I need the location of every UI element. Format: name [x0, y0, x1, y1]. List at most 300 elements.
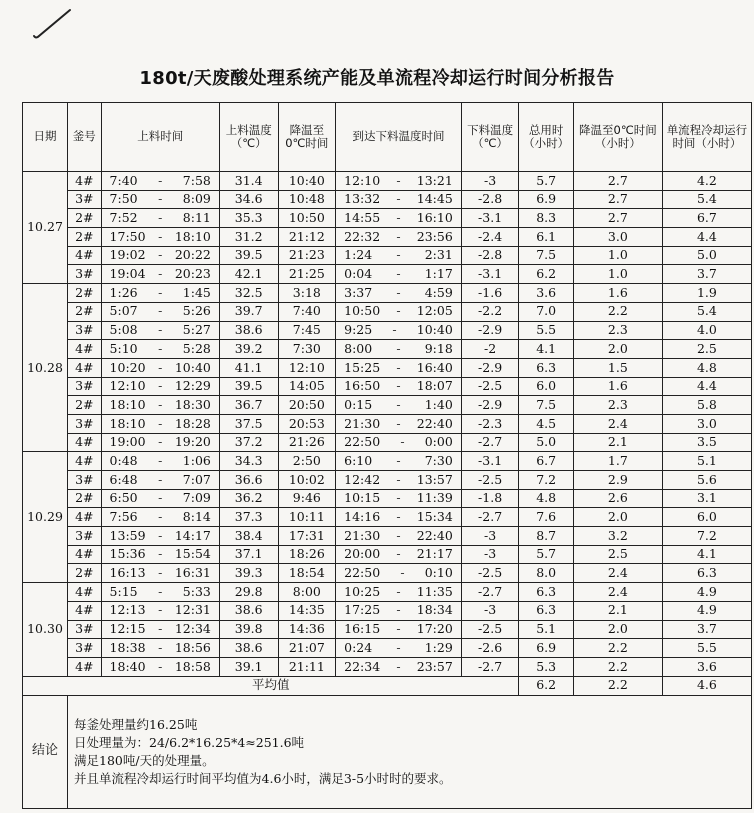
load-time-cell — [101, 471, 219, 490]
range-end: 15:34 — [416, 509, 453, 525]
col-date: 日期 — [23, 103, 68, 172]
total-hours-cell: 3.6 — [519, 284, 573, 303]
cool-zero-time-cell: 21:12 — [278, 228, 336, 247]
range-start: 0:48 — [109, 452, 138, 468]
range-start: 19:00 — [109, 434, 146, 450]
unload-temp-cell: -2.8 — [461, 246, 519, 265]
unload-temp-cell: -1.8 — [461, 489, 519, 508]
range-end: 23:56 — [416, 228, 453, 244]
cool-zero-hours-cell: 3.2 — [573, 527, 662, 546]
range-dash: - — [158, 266, 163, 282]
range-dash: - — [392, 322, 397, 338]
range-start: 7:52 — [109, 210, 138, 226]
cool-zero-time-cell: 14:35 — [278, 601, 336, 620]
range-dash: - — [396, 210, 401, 226]
table-row — [23, 601, 752, 620]
kettle-cell: 4# — [68, 246, 102, 265]
cool-zero-time-cell: 7:30 — [278, 340, 336, 359]
table-row — [23, 527, 752, 546]
average-cool-hours: 2.2 — [573, 676, 662, 695]
range-dash: - — [396, 490, 401, 506]
total-hours-cell: 7.5 — [519, 246, 573, 265]
range-end: 16:31 — [174, 565, 211, 581]
range-start: 10:25 — [344, 583, 381, 599]
range-end: 8:09 — [182, 191, 211, 207]
unload-temp-cell: -2.5 — [461, 564, 519, 583]
range-end: 13:21 — [416, 172, 453, 188]
range-start: 15:25 — [344, 359, 381, 375]
total-hours-cell: 6.1 — [519, 228, 573, 247]
range-dash: - — [158, 359, 163, 375]
range-start: 12:42 — [344, 471, 381, 487]
range-end: 10:40 — [174, 359, 211, 375]
load-temp-cell: 39.1 — [219, 657, 278, 676]
cool-zero-hours-cell: 2.1 — [573, 433, 662, 452]
range-start: 5:08 — [109, 322, 138, 338]
range-dash: - — [158, 284, 163, 300]
range-start: 6:50 — [109, 490, 138, 506]
range-start: 9:25 — [344, 322, 373, 338]
table-row — [23, 414, 752, 433]
total-hours-cell: 5.5 — [519, 321, 573, 340]
single-cool-hours-cell: 3.1 — [662, 489, 751, 508]
load-temp-cell: 36.7 — [219, 396, 278, 415]
table-row — [23, 302, 752, 321]
kettle-cell: 4# — [68, 358, 102, 377]
range-start: 0:15 — [344, 396, 373, 412]
kettle-cell: 2# — [68, 209, 102, 228]
total-hours-cell: 8.0 — [519, 564, 573, 583]
range-end: 1:40 — [424, 396, 453, 412]
unload-temp-cell: -2.7 — [461, 433, 519, 452]
load-temp-cell: 31.2 — [219, 228, 278, 247]
unload-temp-cell: -2.9 — [461, 396, 519, 415]
col-unload-temp: 下料温度（℃） — [461, 103, 519, 172]
single-cool-hours-cell: 5.1 — [662, 452, 751, 471]
range-end: 1:06 — [182, 452, 211, 468]
load-time-cell — [101, 228, 219, 247]
table-body — [23, 172, 752, 677]
range-dash: - — [158, 621, 163, 637]
cool-zero-hours-cell: 1.6 — [573, 377, 662, 396]
reach-temp-time-cell — [336, 564, 462, 583]
unload-temp-cell: -2 — [461, 340, 519, 359]
range-end: 15:54 — [174, 546, 211, 562]
range-dash: - — [396, 303, 401, 319]
range-start: 22:32 — [344, 228, 381, 244]
load-temp-cell: 37.1 — [219, 545, 278, 564]
range-end: 12:31 — [174, 602, 211, 618]
load-time-cell — [101, 396, 219, 415]
kettle-cell: 3# — [68, 414, 102, 433]
total-hours-cell: 7.0 — [519, 302, 573, 321]
range-end: 1:45 — [182, 284, 211, 300]
kettle-cell: 2# — [68, 302, 102, 321]
range-end: 20:22 — [174, 247, 211, 263]
reach-temp-time-cell — [336, 265, 462, 284]
total-hours-cell: 6.9 — [519, 639, 573, 658]
cool-zero-hours-cell: 2.4 — [573, 564, 662, 583]
range-end: 22:40 — [416, 415, 453, 431]
table-row — [23, 508, 752, 527]
single-cool-hours-cell: 3.5 — [662, 433, 751, 452]
cool-zero-hours-cell: 2.4 — [573, 414, 662, 433]
table-row — [23, 377, 752, 396]
range-end: 8:14 — [182, 509, 211, 525]
cool-zero-hours-cell: 2.9 — [573, 471, 662, 490]
unload-temp-cell: -2.7 — [461, 508, 519, 527]
cool-zero-hours-cell: 2.7 — [573, 172, 662, 191]
col-unload-temp-time: 到达下料温度时间 — [336, 103, 462, 172]
reach-temp-time-cell — [336, 284, 462, 303]
total-hours-cell: 7.6 — [519, 508, 573, 527]
range-dash: - — [158, 210, 163, 226]
range-end: 11:39 — [416, 490, 453, 506]
cool-zero-time-cell: 21:11 — [278, 657, 336, 676]
range-dash: - — [158, 658, 163, 674]
load-temp-cell: 39.7 — [219, 302, 278, 321]
load-time-cell — [101, 265, 219, 284]
total-hours-cell: 6.0 — [519, 377, 573, 396]
reach-temp-time-cell — [336, 433, 462, 452]
load-temp-cell: 41.1 — [219, 358, 278, 377]
table-row — [23, 433, 752, 452]
single-cool-hours-cell: 4.4 — [662, 228, 751, 247]
range-start: 13:59 — [109, 527, 146, 543]
table-row — [23, 209, 752, 228]
single-cool-hours-cell: 3.0 — [662, 414, 751, 433]
range-dash: - — [396, 247, 401, 263]
single-cool-hours-cell: 4.1 — [662, 545, 751, 564]
range-start: 7:56 — [109, 509, 138, 525]
range-start: 6:48 — [109, 471, 138, 487]
kettle-cell: 4# — [68, 657, 102, 676]
load-time-cell — [101, 321, 219, 340]
reach-temp-time-cell — [336, 377, 462, 396]
cool-zero-hours-cell: 1.0 — [573, 265, 662, 284]
reach-temp-time-cell — [336, 302, 462, 321]
table-row — [23, 471, 752, 490]
col-single-cool-hours: 单流程冷却运行时间（小时） — [662, 103, 751, 172]
load-temp-cell: 29.8 — [219, 583, 278, 602]
reach-temp-time-cell — [336, 601, 462, 620]
date-cell: 10.28 — [23, 284, 68, 452]
cool-zero-hours-cell: 1.6 — [573, 284, 662, 303]
range-end: 18:30 — [174, 396, 211, 412]
kettle-cell: 4# — [68, 583, 102, 602]
range-dash: - — [396, 452, 401, 468]
range-dash: - — [158, 452, 163, 468]
range-dash: - — [158, 527, 163, 543]
range-end: 18:07 — [416, 378, 453, 394]
range-end: 17:20 — [416, 621, 453, 637]
table-row — [23, 172, 752, 191]
load-temp-cell: 38.6 — [219, 601, 278, 620]
load-time-cell — [101, 601, 219, 620]
range-dash: - — [400, 434, 405, 450]
load-temp-cell: 39.5 — [219, 377, 278, 396]
load-time-cell — [101, 190, 219, 209]
range-dash: - — [158, 303, 163, 319]
total-hours-cell: 5.7 — [519, 172, 573, 191]
cool-zero-hours-cell: 2.6 — [573, 489, 662, 508]
range-start: 12:10 — [344, 172, 381, 188]
col-load-temp: 上料温度（℃） — [219, 103, 278, 172]
range-dash: - — [158, 396, 163, 412]
range-start: 21:30 — [344, 527, 381, 543]
range-start: 7:50 — [109, 191, 138, 207]
reach-temp-time-cell — [336, 620, 462, 639]
range-end: 7:09 — [182, 490, 211, 506]
range-dash: - — [396, 340, 401, 356]
range-dash: - — [158, 602, 163, 618]
col-load-time: 上料时间 — [101, 103, 219, 172]
col-cool-to-zero: 降温至0℃时间 — [278, 103, 336, 172]
range-end: 21:17 — [416, 546, 453, 562]
cool-zero-time-cell: 10:50 — [278, 209, 336, 228]
cool-zero-time-cell: 10:02 — [278, 471, 336, 490]
date-cell: 10.27 — [23, 172, 68, 284]
cool-zero-time-cell: 10:48 — [278, 190, 336, 209]
cool-zero-time-cell: 7:40 — [278, 302, 336, 321]
cool-zero-hours-cell: 2.4 — [573, 583, 662, 602]
unload-temp-cell: -3.1 — [461, 452, 519, 471]
range-start: 16:13 — [109, 565, 146, 581]
total-hours-cell: 6.9 — [519, 190, 573, 209]
reach-temp-time-cell — [336, 190, 462, 209]
header-row — [23, 103, 752, 172]
total-hours-cell: 6.2 — [519, 265, 573, 284]
range-dash: - — [396, 583, 401, 599]
range-dash: - — [158, 322, 163, 338]
kettle-cell: 2# — [68, 228, 102, 247]
cool-zero-hours-cell: 2.5 — [573, 545, 662, 564]
cool-zero-time-cell: 14:05 — [278, 377, 336, 396]
range-dash: - — [396, 621, 401, 637]
cool-zero-time-cell: 14:36 — [278, 620, 336, 639]
range-dash: - — [158, 247, 163, 263]
single-cool-hours-cell: 3.7 — [662, 620, 751, 639]
range-end: 20:23 — [174, 266, 211, 282]
range-end: 19:20 — [174, 434, 211, 450]
conclusion-line: 满足180吨/天的处理量。 — [74, 752, 215, 768]
average-label: 平均值 — [23, 676, 519, 695]
range-end: 7:30 — [424, 452, 453, 468]
cool-zero-time-cell: 3:18 — [278, 284, 336, 303]
range-start: 3:37 — [344, 284, 373, 300]
unload-temp-cell: -2.5 — [461, 471, 519, 490]
cool-zero-time-cell: 20:50 — [278, 396, 336, 415]
range-dash: - — [158, 490, 163, 506]
range-start: 21:30 — [344, 415, 381, 431]
range-dash: - — [158, 434, 163, 450]
load-time-cell — [101, 340, 219, 359]
col-total-hours: 总用时（小时） — [519, 103, 573, 172]
reach-temp-time-cell — [336, 246, 462, 265]
report-title: 180t/天废酸处理系统产能及单流程冷却运行时间分析报告 — [139, 68, 615, 89]
load-time-cell — [101, 433, 219, 452]
range-start: 19:02 — [109, 247, 146, 263]
load-time-cell — [101, 209, 219, 228]
range-start: 1:24 — [344, 247, 373, 263]
reach-temp-time-cell — [336, 452, 462, 471]
range-dash: - — [396, 396, 401, 412]
total-hours-cell: 5.1 — [519, 620, 573, 639]
single-cool-hours-cell: 5.4 — [662, 302, 751, 321]
kettle-cell: 4# — [68, 340, 102, 359]
range-end: 9:18 — [424, 340, 453, 356]
load-time-cell — [101, 172, 219, 191]
table-row — [23, 321, 752, 340]
cool-zero-hours-cell: 1.7 — [573, 452, 662, 471]
kettle-cell: 3# — [68, 265, 102, 284]
range-start: 7:40 — [109, 172, 138, 188]
kettle-cell: 4# — [68, 545, 102, 564]
range-end: 16:10 — [416, 210, 453, 226]
load-time-cell — [101, 377, 219, 396]
reach-temp-time-cell — [336, 489, 462, 508]
range-dash: - — [396, 471, 401, 487]
range-start: 15:36 — [109, 546, 146, 562]
range-dash: - — [158, 228, 163, 244]
total-hours-cell: 8.3 — [519, 209, 573, 228]
range-dash: - — [396, 602, 401, 618]
single-cool-hours-cell: 5.0 — [662, 246, 751, 265]
reach-temp-time-cell — [336, 321, 462, 340]
reach-temp-time-cell — [336, 527, 462, 546]
load-time-cell — [101, 657, 219, 676]
range-end: 13:57 — [416, 471, 453, 487]
load-time-cell — [101, 639, 219, 658]
single-cool-hours-cell: 1.9 — [662, 284, 751, 303]
range-dash: - — [158, 191, 163, 207]
range-dash: - — [158, 172, 163, 188]
table-row — [23, 190, 752, 209]
range-start: 8:00 — [344, 340, 373, 356]
average-total: 6.2 — [519, 676, 573, 695]
range-end: 8:11 — [182, 210, 211, 226]
load-temp-cell: 39.5 — [219, 246, 278, 265]
cool-zero-hours-cell: 2.2 — [573, 657, 662, 676]
kettle-cell: 3# — [68, 620, 102, 639]
cool-zero-hours-cell: 2.2 — [573, 639, 662, 658]
table-row — [23, 284, 752, 303]
total-hours-cell: 4.8 — [519, 489, 573, 508]
kettle-cell: 4# — [68, 433, 102, 452]
range-end: 14:45 — [416, 191, 453, 207]
total-hours-cell: 6.3 — [519, 601, 573, 620]
load-temp-cell: 37.3 — [219, 508, 278, 527]
single-cool-hours-cell: 3.6 — [662, 657, 751, 676]
average-row — [23, 676, 752, 695]
range-end: 11:35 — [416, 583, 453, 599]
kettle-cell: 4# — [68, 172, 102, 191]
reach-temp-time-cell — [336, 639, 462, 658]
load-temp-cell: 39.3 — [219, 564, 278, 583]
range-start: 10:15 — [344, 490, 381, 506]
kettle-cell: 3# — [68, 527, 102, 546]
kettle-cell: 3# — [68, 190, 102, 209]
load-temp-cell: 38.6 — [219, 321, 278, 340]
range-end: 5:27 — [182, 322, 211, 338]
single-cool-hours-cell: 7.2 — [662, 527, 751, 546]
range-start: 18:10 — [109, 415, 146, 431]
total-hours-cell: 5.0 — [519, 433, 573, 452]
range-end: 16:40 — [416, 359, 453, 375]
date-cell: 10.29 — [23, 452, 68, 583]
kettle-cell: 2# — [68, 284, 102, 303]
cool-zero-hours-cell: 2.7 — [573, 190, 662, 209]
unload-temp-cell: -2.7 — [461, 583, 519, 602]
range-end: 22:40 — [416, 527, 453, 543]
unload-temp-cell: -2.5 — [461, 620, 519, 639]
col-kettle: 釜号 — [68, 103, 102, 172]
table-row — [23, 228, 752, 247]
range-dash: - — [396, 191, 401, 207]
cool-zero-hours-cell: 2.0 — [573, 508, 662, 527]
single-cool-hours-cell: 6.7 — [662, 209, 751, 228]
load-time-cell — [101, 246, 219, 265]
load-temp-cell: 37.2 — [219, 433, 278, 452]
table-row — [23, 452, 752, 471]
range-dash: - — [400, 565, 405, 581]
range-dash: - — [158, 378, 163, 394]
total-hours-cell: 6.3 — [519, 358, 573, 377]
reach-temp-time-cell — [336, 209, 462, 228]
reach-temp-time-cell — [336, 228, 462, 247]
range-end: 23:57 — [416, 658, 453, 674]
range-start: 5:15 — [109, 583, 138, 599]
load-time-cell — [101, 452, 219, 471]
table-row — [23, 639, 752, 658]
cool-zero-time-cell: 20:53 — [278, 414, 336, 433]
range-end: 12:05 — [416, 303, 453, 319]
range-dash: - — [158, 546, 163, 562]
range-end: 2:31 — [424, 247, 453, 263]
range-end: 5:33 — [182, 583, 211, 599]
range-end: 7:58 — [182, 172, 211, 188]
range-start: 0:24 — [344, 639, 373, 655]
range-start: 14:55 — [344, 210, 381, 226]
load-temp-cell: 34.6 — [219, 190, 278, 209]
range-start: 5:07 — [109, 303, 138, 319]
single-cool-hours-cell: 5.8 — [662, 396, 751, 415]
unload-temp-cell: -2.4 — [461, 228, 519, 247]
cool-zero-hours-cell: 3.0 — [573, 228, 662, 247]
range-end: 18:28 — [174, 415, 211, 431]
cool-zero-hours-cell: 2.1 — [573, 601, 662, 620]
load-temp-cell: 38.6 — [219, 639, 278, 658]
load-time-cell — [101, 545, 219, 564]
cool-zero-hours-cell: 1.0 — [573, 246, 662, 265]
range-start: 22:50 — [344, 434, 381, 450]
range-dash: - — [158, 583, 163, 599]
cool-zero-time-cell: 7:45 — [278, 321, 336, 340]
load-time-cell — [101, 564, 219, 583]
reach-temp-time-cell — [336, 471, 462, 490]
pen-stroke-mark — [26, 6, 78, 42]
single-cool-hours-cell: 4.8 — [662, 358, 751, 377]
range-dash: - — [158, 340, 163, 356]
range-start: 18:40 — [109, 658, 146, 674]
single-cool-hours-cell: 4.2 — [662, 172, 751, 191]
range-start: 16:15 — [344, 621, 381, 637]
load-time-cell — [101, 620, 219, 639]
single-cool-hours-cell: 6.0 — [662, 508, 751, 527]
range-start: 16:50 — [344, 378, 381, 394]
range-start: 1:26 — [109, 284, 138, 300]
load-temp-cell: 34.3 — [219, 452, 278, 471]
